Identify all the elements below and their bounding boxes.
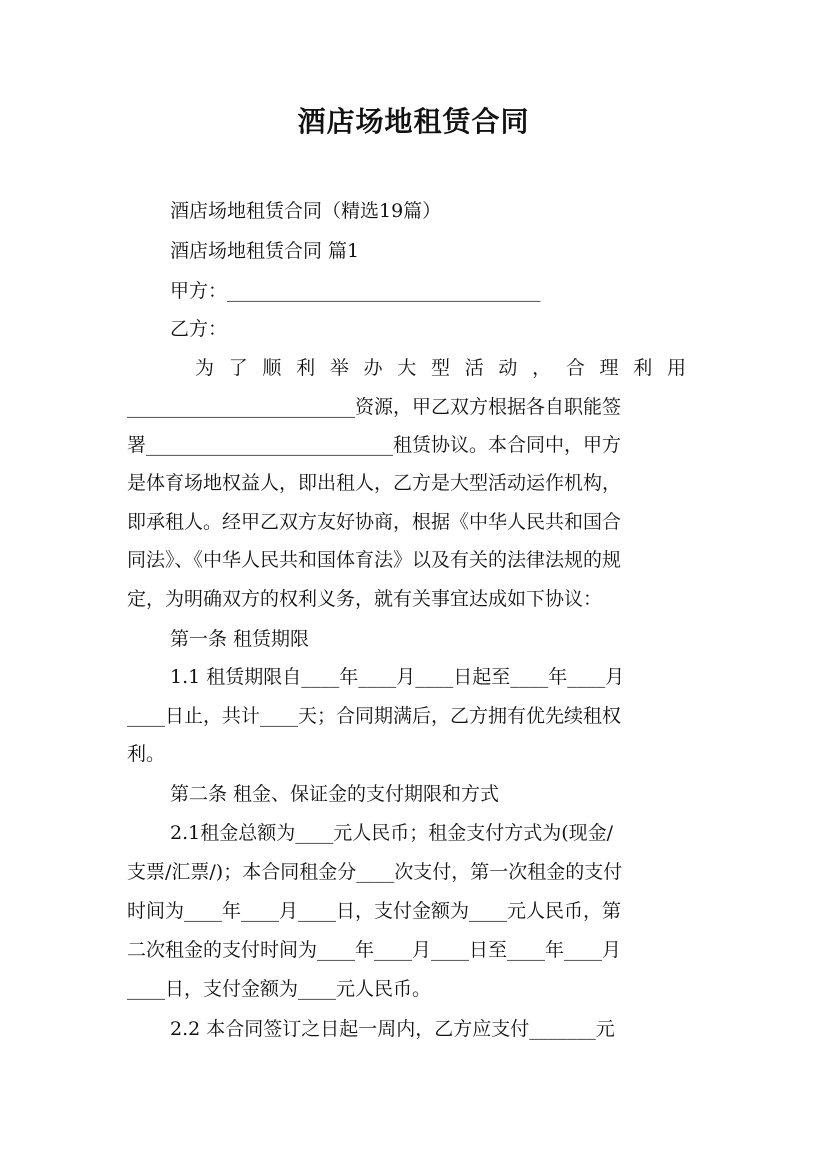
article-heading: 第二条 租金、保证金的支付期限和方式 [170, 783, 500, 805]
paragraph-line: 同法》、《中华人民共和国体育法》以及有关的法律法规的规 [127, 549, 622, 571]
clause-line: ____日，支付金额为____元人民币。 [127, 978, 432, 1000]
clause-line: 1.1 租赁期限自____年____月____日起至____年____月 [170, 666, 625, 688]
party-a-line: 甲方：_________________________________ [170, 280, 541, 302]
paragraph-line: ________________________资源，甲乙双方根据各自职能签 [127, 396, 622, 418]
paragraph-line: 即承租人。经甲乙双方友好协商，根据《中华人民共和国合 [127, 511, 622, 533]
paragraph-line: 为了顺利举办大型活动，合理利用 [195, 357, 700, 379]
paragraph-line: 定，为明确双方的权利义务，就有关事宜达成如下协议： [127, 588, 603, 610]
subtitle-line: 酒店场地租赁合同（精选19篇） [170, 200, 442, 222]
clause-line: ____日止，共计____天；合同期满后，乙方拥有优先续租权 [127, 705, 622, 727]
clause-line: 利。 [127, 743, 166, 765]
clause-line: 支票/汇票/)；本合同租金分____次支付，第一次租金的支付 [127, 861, 623, 883]
clause-line: 时间为____年____月____日，支付金额为____元人民币，第 [127, 900, 622, 922]
article-heading: 第一条 租赁期限 [170, 628, 310, 650]
document-title: 酒店场地租赁合同 [297, 105, 530, 138]
paragraph-line: 署__________________________租赁协议。本合同中，甲方 [127, 434, 622, 456]
clause-line: 二次租金的支付时间为____年____月____日至____年____月 [127, 939, 622, 961]
party-b-line: 乙方： [170, 318, 228, 340]
clause-line: 2.2 本合同签订之日起一周内，乙方应支付_______元 [170, 1018, 615, 1040]
clause-line: 2.1租金总额为____元人民币；租金支付方式为(现金/ [170, 822, 614, 844]
paragraph-line: 是体育场地权益人，即出租人，乙方是大型活动运作机构， [127, 472, 622, 494]
section-heading: 酒店场地租赁合同 篇1 [170, 240, 360, 262]
